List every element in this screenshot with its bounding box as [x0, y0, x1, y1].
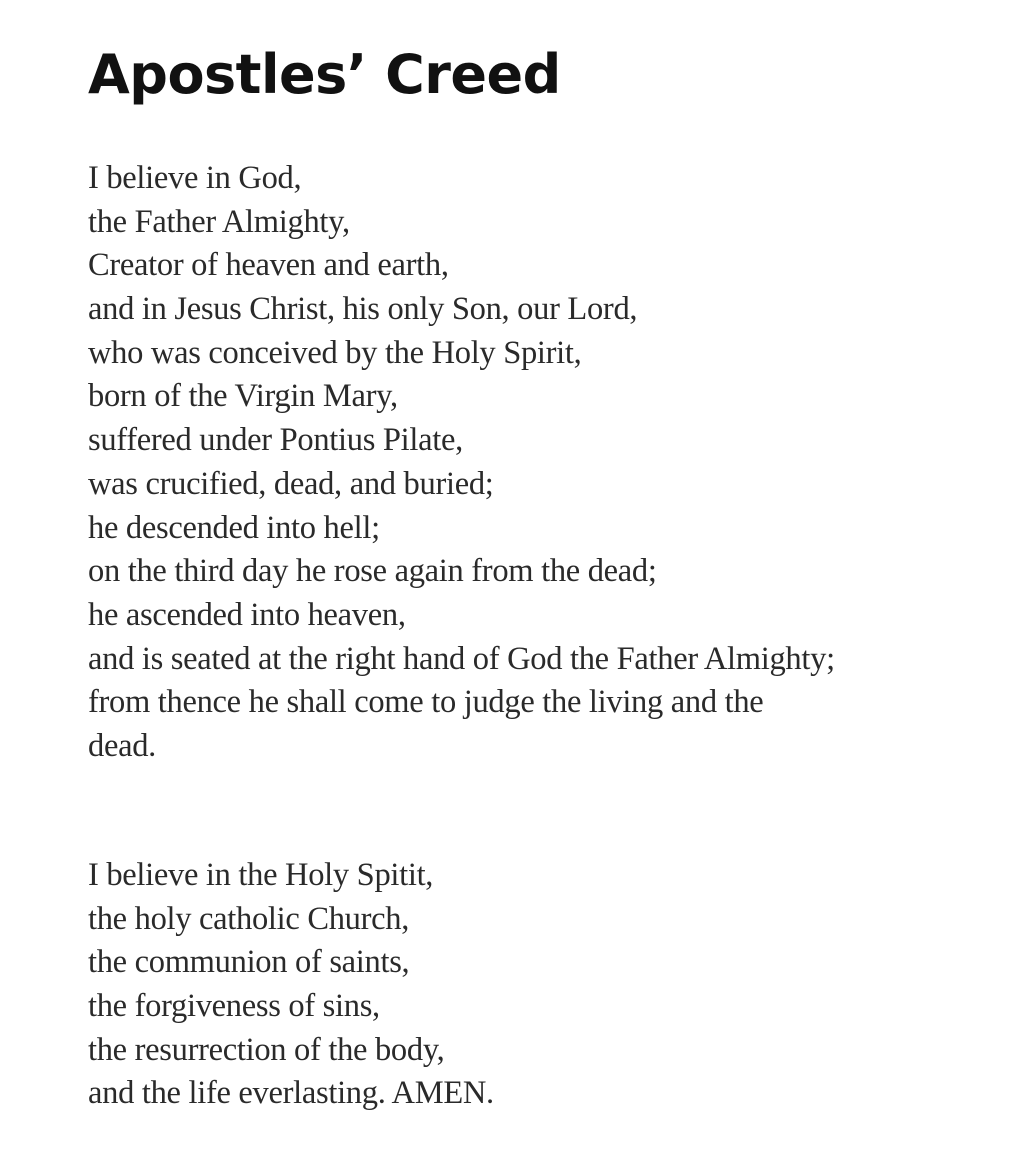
creed-line: I believe in the Holy Spitit,	[88, 857, 434, 893]
creed-line: he ascended into heaven,	[88, 596, 406, 633]
creed-line: the Father Almighty,	[88, 203, 350, 240]
creed-line: suffered under Pontius Pilate,	[88, 422, 463, 459]
creed-line: the forgiveness of sins,	[88, 988, 380, 1025]
creed-line: I believe in God,	[88, 160, 302, 196]
creed-line: on the third day he rose again from the dead;	[88, 553, 657, 590]
creed-line: Creator of heaven and earth,	[88, 247, 449, 284]
page-title: Apostles’ Creed	[88, 43, 561, 106]
creed-line: dead.	[88, 727, 156, 764]
creed-line: and the life everlasting. AMEN.	[88, 1075, 494, 1112]
creed-line: who was conceived by the Holy Spirit,	[88, 334, 582, 371]
creed-stanza-1	[88, 157, 835, 769]
creed-line: from thence he shall come to judge the living and the	[88, 684, 764, 721]
creed-line: born of the Virgin Mary,	[88, 378, 398, 415]
creed-stanza-2	[88, 854, 494, 1116]
creed-line: was crucified, dead, and buried;	[88, 465, 494, 502]
creed-line: the holy catholic Church,	[88, 900, 410, 937]
creed-line: the communion of saints,	[88, 944, 410, 981]
creed-line: and is seated at the right hand of God the Father Almighty;	[88, 640, 835, 677]
creed-line: he descended into hell;	[88, 509, 380, 546]
creed-line: the resurrection of the body,	[88, 1031, 445, 1068]
creed-line: and in Jesus Christ, his only Son, our Lord,	[88, 291, 638, 328]
